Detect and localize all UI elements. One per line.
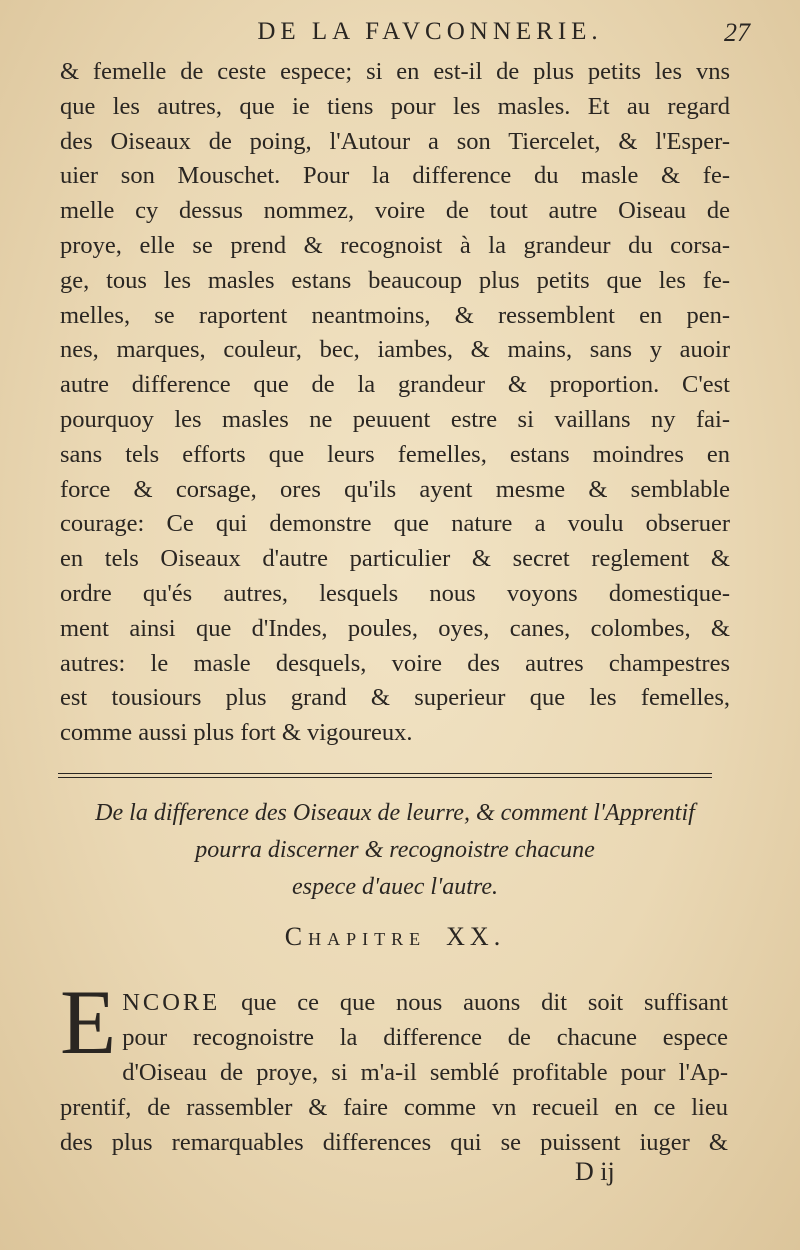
text-line: prentif, de rassembler & faire comme vn recueil en ce lieu xyxy=(60,1094,728,1121)
signature-mark: D ij xyxy=(575,1157,615,1186)
text-line: nes, marques, couleur, bec, iambes, & mains, sans y auoir xyxy=(60,336,730,364)
text-line xyxy=(60,985,728,1020)
text-line: melles, se raportent neantmoins, & ressemblent en pen- xyxy=(60,301,730,329)
text-line: en tels Oiseaux d'autre particulier & secret reglement & xyxy=(60,545,730,573)
page-number: 27 xyxy=(724,18,750,47)
text-line: pourquoy les masles ne peuuent estre si vaillans ny fai- xyxy=(60,405,730,433)
text-line: sans tels efforts que leurs femelles, estans moindres en xyxy=(60,440,730,468)
page-header xyxy=(60,18,750,58)
section-title-line: espece d'auec l'autre. xyxy=(292,874,498,900)
running-title: DE LA FAVCONNERIE. xyxy=(257,18,603,45)
text-line: autres: le masle desquels, voire des autres champestres xyxy=(60,649,730,677)
section-divider-rule xyxy=(58,773,712,774)
text-line: autre difference que de la grandeur & proportion. C'est xyxy=(60,371,730,399)
text-line: courage: Ce qui demonstre que nature a voulu obseruer xyxy=(60,510,730,538)
section-title xyxy=(60,795,730,906)
text-line: que les autres, que ie tiens pour les masles. Et au regard xyxy=(60,92,730,120)
first-word-smallcaps: NCORE xyxy=(122,989,221,1016)
drop-cap: E xyxy=(60,971,117,1073)
section-divider-rule xyxy=(58,777,712,778)
text-line: ordre qu'és autres, lesquels nous voyons domestique- xyxy=(60,579,730,607)
text-line: d'Oiseau de proye, si m'a-il semblé profitable pour l'Ap- xyxy=(122,1059,728,1086)
chapter-paragraph xyxy=(60,971,728,1160)
text-line: ge, tous les masles estans beaucoup plus petits que les fe- xyxy=(60,266,730,294)
text-line: pour recognoistre la difference de chacune espece xyxy=(122,1024,728,1051)
body-paragraph xyxy=(60,55,730,751)
text-line: est tousiours plus grand & superieur que les femelles, xyxy=(60,684,730,712)
text-line: proye, elle se prend & recognoist à la grandeur du corsa- xyxy=(60,231,730,259)
chapter-heading xyxy=(60,922,730,952)
text-line: force & corsage, ores qu'ils ayent mesme & semblable xyxy=(60,475,730,503)
text-line: & femelle de ceste espece; si en est-il de plus petits les vns xyxy=(60,58,730,85)
text-line: uier son Mouschet. Pour la difference du masle & fe- xyxy=(60,162,730,190)
text-line: comme aussi plus fort & vigoureux. xyxy=(60,719,413,747)
text-line-rest: que ce que nous auons dit soit suffisant xyxy=(220,989,728,1016)
section-title-line: pourra discerner & recognoistre chacune xyxy=(195,837,595,863)
chapter-number: XX. xyxy=(446,922,506,951)
text-line: des Oiseaux de poing, l'Autour a son Tiercelet, & l'Esper- xyxy=(60,127,730,155)
section-title-line: De la difference des Oiseaux de leurre, & comment l'Apprentif xyxy=(95,800,695,826)
text-line: ment ainsi que d'Indes, poules, oyes, canes, colombes, & xyxy=(60,614,730,642)
text-line: melle cy dessus nommez, voire de tout autre Oiseau de xyxy=(60,197,730,225)
chapter-label: Chapitre xyxy=(284,922,427,951)
text-line: des plus remarquables differences qui se puissent iuger & xyxy=(60,1129,728,1156)
